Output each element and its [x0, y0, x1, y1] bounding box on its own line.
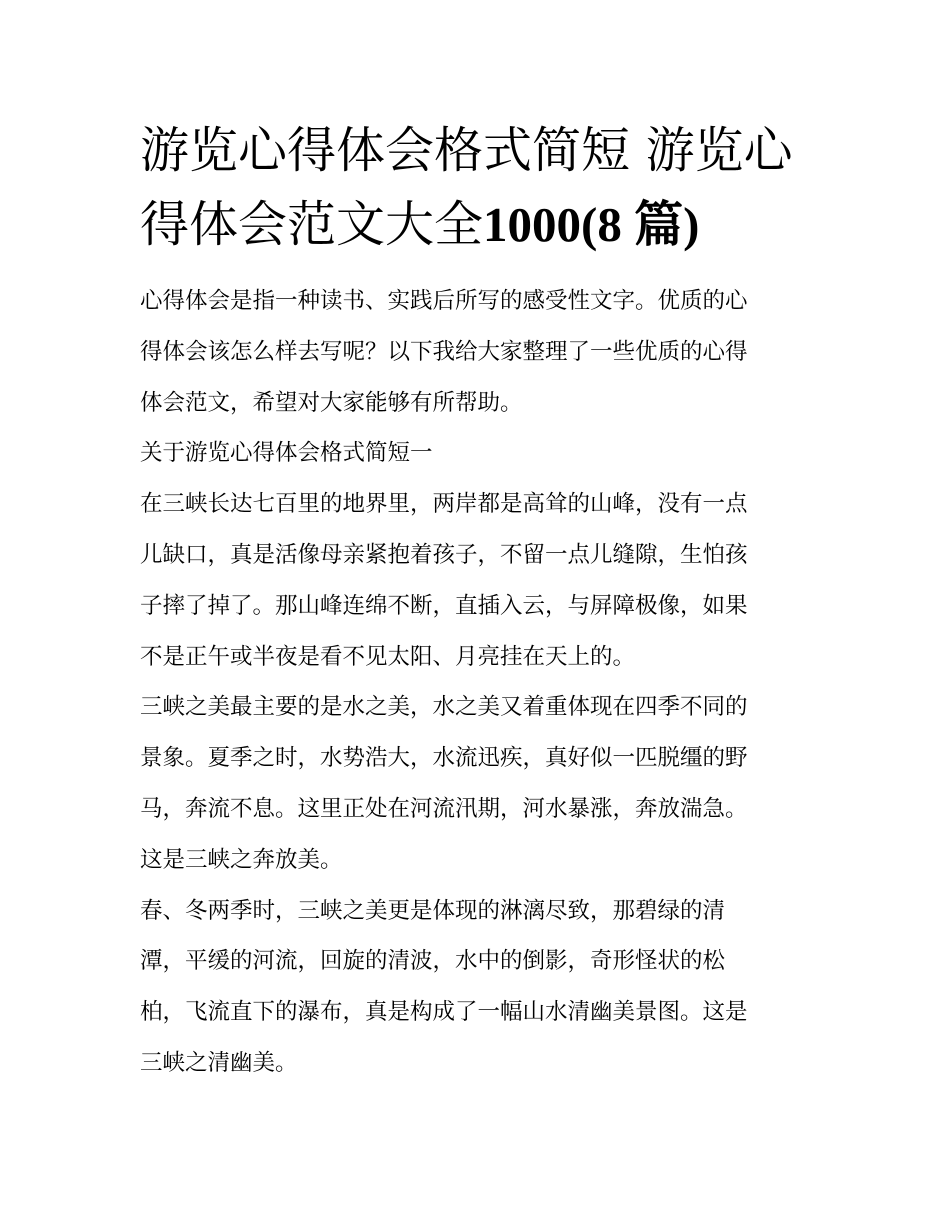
paragraph-line: 得体会该怎么样去写呢？以下我给大家整理了一些优质的心得	[140, 338, 748, 365]
paragraph-line: 潭，平缓的河流，回旋的清波，水中的倒影，奇形怪状的松	[140, 948, 726, 975]
body-paragraph-3	[140, 886, 820, 1089]
title-line-1: 游览心得体会格式简短 游览心	[140, 122, 793, 179]
paragraph-line: 在三峡长达七百里的地界里，两岸都是高耸的山峰，没有一点	[140, 491, 748, 518]
paragraph-line: 心得体会是指一种读书、实践后所写的感受性文字。优质的心	[140, 288, 748, 314]
document-body	[140, 276, 820, 1089]
intro-paragraph	[140, 276, 820, 428]
paragraph-line: 儿缺口，真是活像母亲紧抱着孩子，不留一点儿缝隙，生怕孩	[140, 541, 748, 568]
document-title	[140, 114, 830, 262]
paragraph-line: 不是正午或半夜是看不见太阳、月亮挂在天上的。	[140, 643, 636, 670]
title-line-2-text: 得体会范文大全	[140, 196, 484, 253]
body-paragraph-2	[140, 682, 820, 885]
title-line-2	[140, 188, 830, 262]
paragraph-line: 春、冬两季时，三峡之美更是体现的淋漓尽致，那碧绿的清	[140, 897, 726, 924]
paragraph-line: 体会范文，希望对大家能够有所帮助。	[140, 389, 523, 416]
body-paragraph-1	[140, 479, 820, 682]
paragraph-line: 三峡之美最主要的是水之美，水之美又着重体现在四季不同的	[140, 694, 748, 721]
section-heading	[140, 428, 820, 479]
section-heading-text: 关于游览心得体会格式简短一	[140, 440, 433, 467]
paragraph-line: 这是三峡之奔放美。	[140, 846, 343, 873]
title-suffix: 1000(8 篇)	[483, 197, 700, 252]
paragraph-line: 柏，飞流直下的瀑布，真是构成了一幅山水清幽美景图。这是	[140, 999, 748, 1026]
paragraph-line: 子摔了掉了。那山峰连绵不断，直插入云，与屏障极像，如果	[140, 592, 748, 619]
paragraph-line: 马，奔流不息。这里正处在河流汛期，河水暴涨，奔放湍急。	[140, 795, 748, 822]
paragraph-line: 景象。夏季之时，水势浩大，水流迅疾，真好似一匹脱缰的野	[140, 745, 748, 772]
paragraph-line: 三峡之清幽美。	[140, 1049, 298, 1076]
